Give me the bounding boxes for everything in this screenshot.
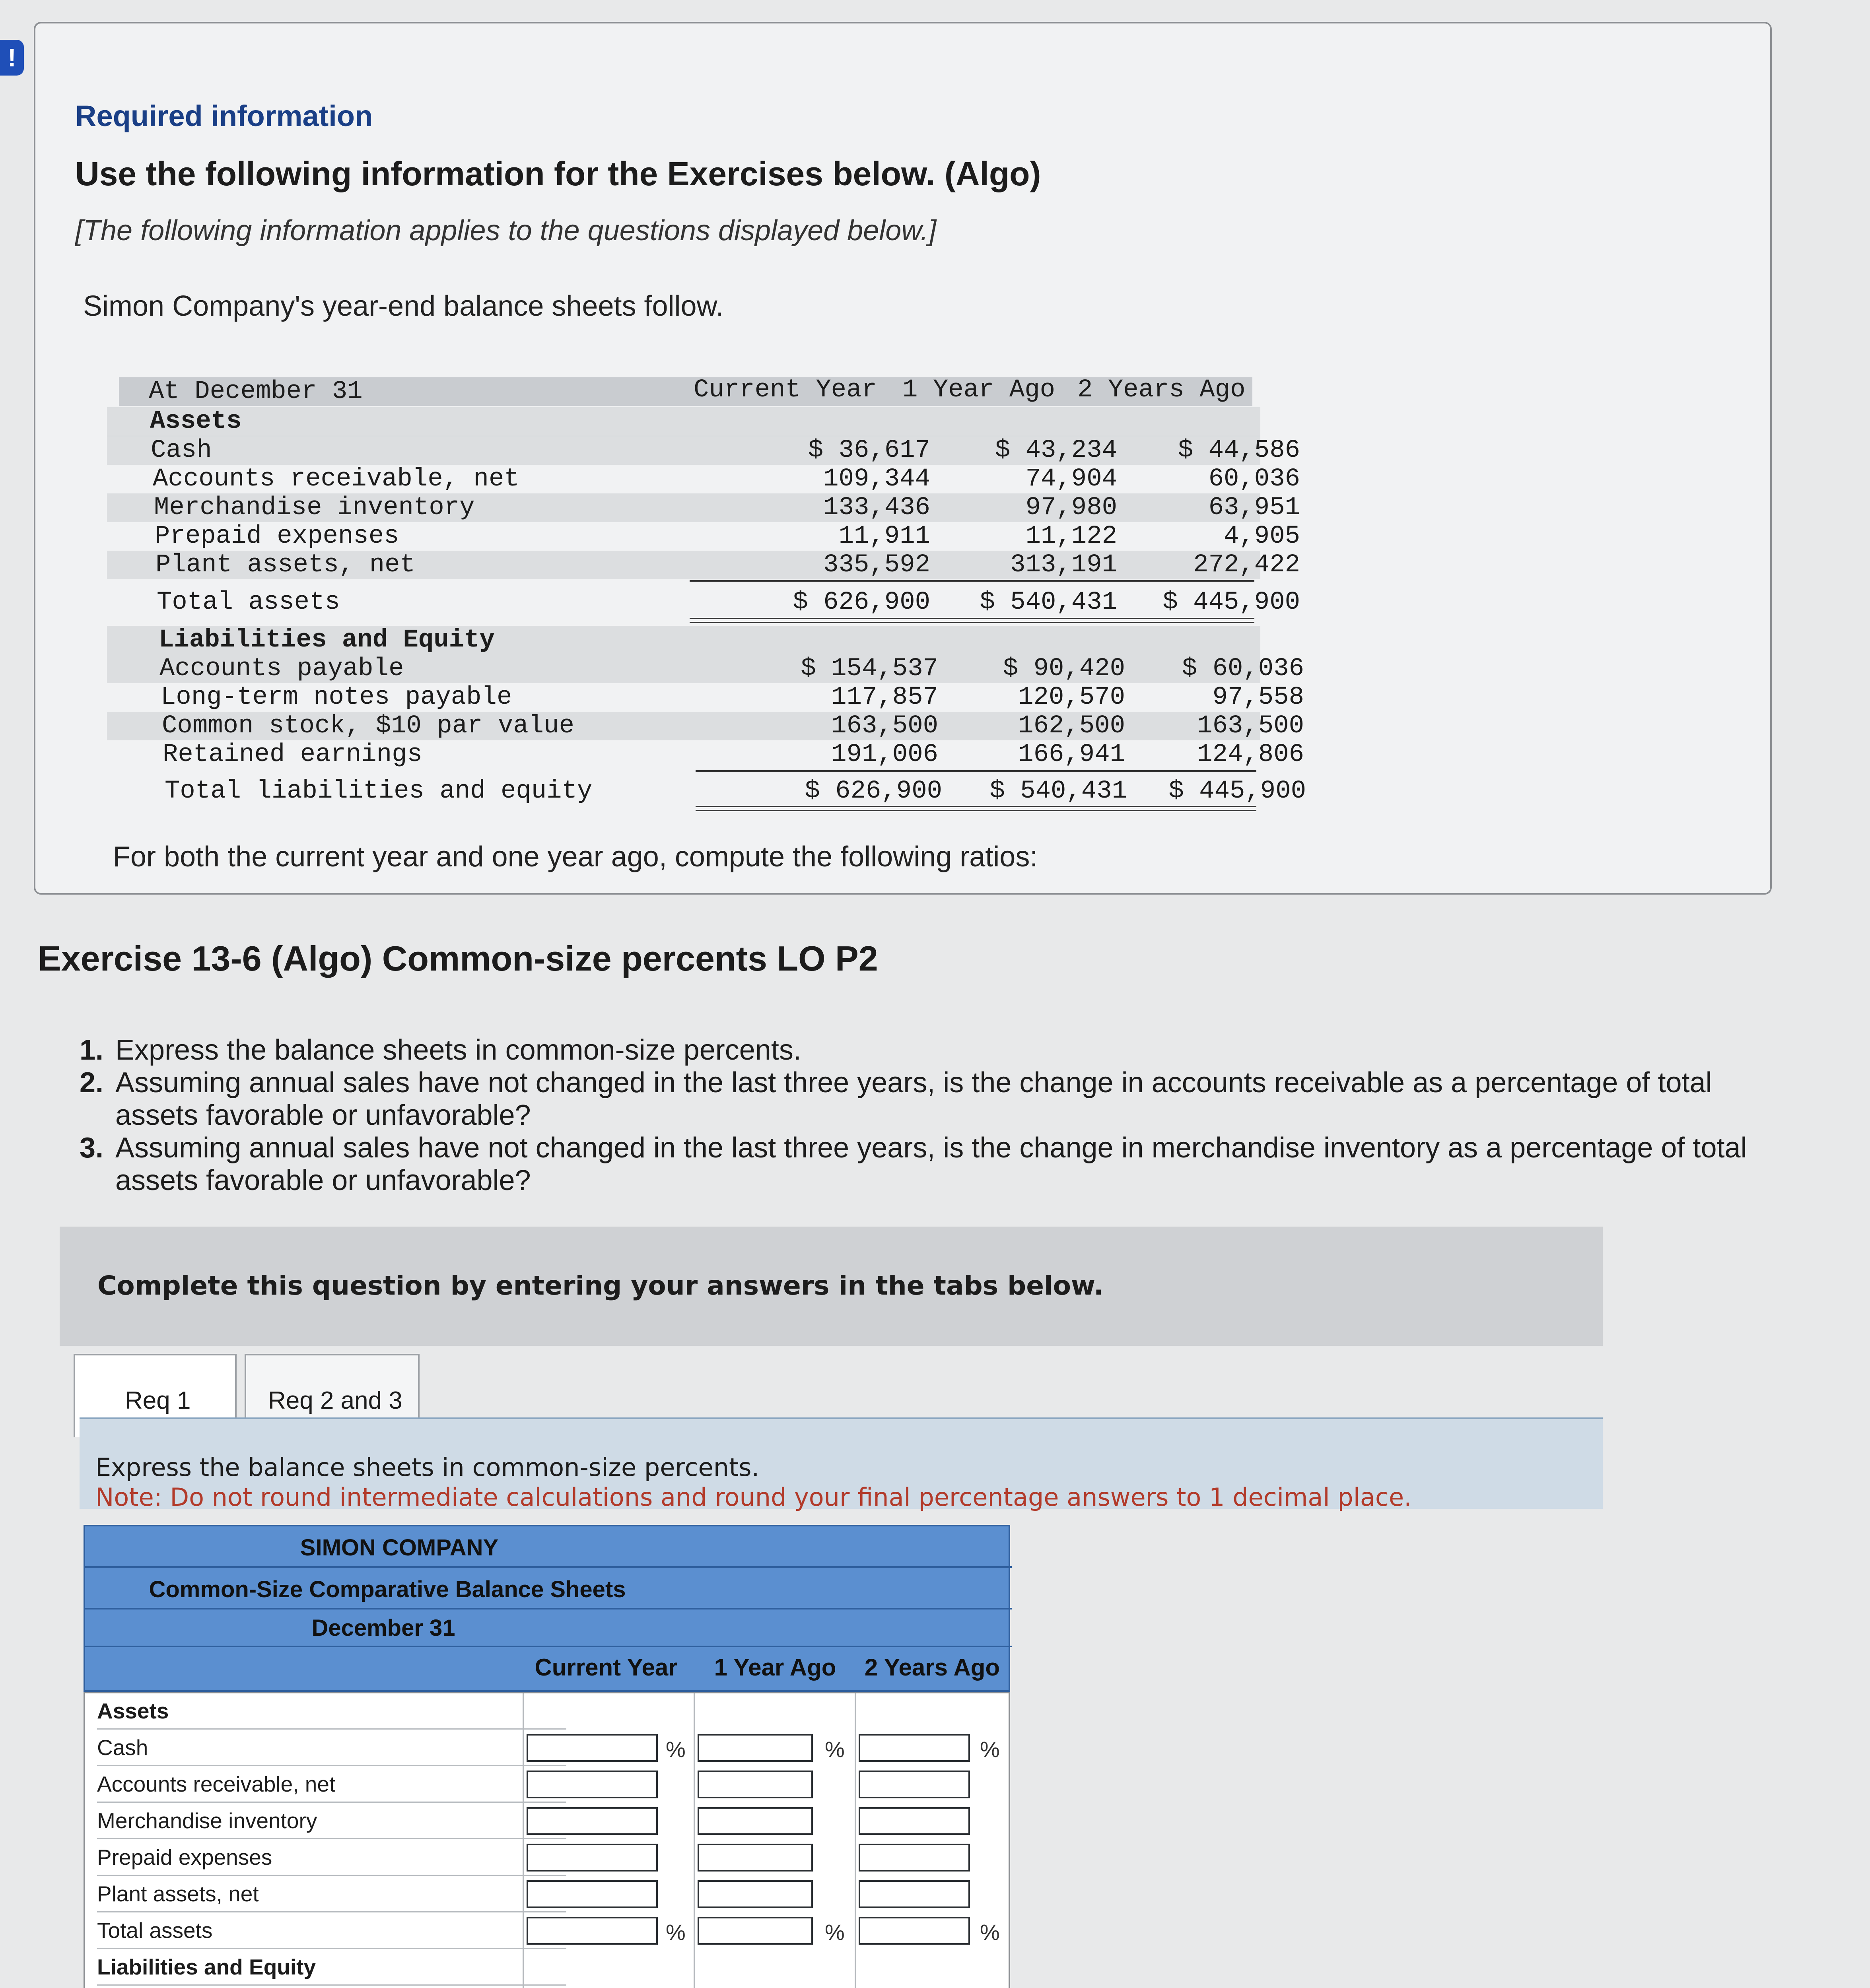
bs-row-common-stock xyxy=(107,712,1304,740)
percent-sign: % xyxy=(980,1920,1000,1945)
statement-title: Common-Size Comparative Balance Sheets xyxy=(149,1576,626,1602)
row-label-receivables: Accounts receivable, net xyxy=(97,1767,566,1803)
bs-assets-heading: Assets xyxy=(150,407,242,436)
input-prepaid-2-years[interactable] xyxy=(859,1844,970,1872)
row-label-inventory: Merchandise inventory xyxy=(97,1803,566,1839)
bs-value: 191,006 xyxy=(831,740,938,769)
bs-row-prepaid xyxy=(107,522,1300,551)
input-inventory-current[interactable] xyxy=(527,1807,658,1835)
info-applies-note: [The following information applies to the questions displayed below.] xyxy=(75,215,937,247)
question-item xyxy=(80,1132,1786,1197)
info-heading: Use the following information for the Exercises below. (Algo) xyxy=(75,155,1041,192)
bs-label: Long-term notes payable xyxy=(161,683,512,712)
instruction-text: Express the balance sheets in common-size percents. xyxy=(95,1453,760,1482)
bs-label: Total liabilities and equity xyxy=(165,777,593,806)
bs-value: $ 445,900 xyxy=(1168,777,1306,806)
input-inventory-1-year[interactable] xyxy=(698,1807,813,1835)
bs-value: $ 445,900 xyxy=(1162,588,1300,617)
input-cash-2-years[interactable] xyxy=(859,1734,970,1762)
complete-instruction-text: Complete this question by entering your answers in the tabs below. xyxy=(97,1270,1104,1301)
bs-header-current-year: Current Year xyxy=(694,376,877,404)
bs-value: 272,422 xyxy=(1193,551,1300,579)
input-receivables-2-years[interactable] xyxy=(859,1771,970,1798)
row-label-total-assets: Total assets xyxy=(97,1913,566,1949)
percent-sign: % xyxy=(825,1737,845,1762)
common-size-table xyxy=(84,1525,1010,1988)
bs-row-retained-earnings xyxy=(107,740,1304,769)
company-name: SIMON COMPANY xyxy=(300,1535,499,1561)
row-label-liabilities-equity: Liabilities and Equity xyxy=(97,1949,566,1986)
input-receivables-1-year[interactable] xyxy=(698,1771,813,1798)
bs-label: Accounts receivable, net xyxy=(153,465,519,493)
bs-row-total-assets xyxy=(107,588,1300,617)
bs-value: 11,911 xyxy=(838,522,930,551)
col-header-1-year-ago: 1 Year Ago xyxy=(714,1654,836,1681)
bs-value: 163,500 xyxy=(1197,712,1304,740)
percent-sign: % xyxy=(825,1920,845,1945)
question-text: Assuming annual sales have not changed in the last three years, is the change in merchandise inventory as a percentage of total assets favorable or unfavorable? xyxy=(115,1132,1747,1196)
input-cash-current[interactable] xyxy=(527,1734,658,1762)
row-label-plant: Plant assets, net xyxy=(97,1876,566,1912)
bs-value: 163,500 xyxy=(831,712,938,740)
bs-row-plant xyxy=(107,551,1300,579)
tab-label: Req 1 xyxy=(125,1387,191,1414)
bs-value: $ 90,420 xyxy=(1003,654,1125,683)
bs-value: 60,036 xyxy=(1208,465,1300,493)
bs-label: Prepaid expenses xyxy=(155,522,399,551)
question-item xyxy=(80,1066,1786,1132)
bs-label: Retained earnings xyxy=(163,740,422,769)
bs-row-accounts-payable xyxy=(107,654,1304,683)
required-info-title: Required information xyxy=(75,99,373,132)
complete-instruction-bar xyxy=(60,1227,1603,1346)
exercise-title: Exercise 13-6 (Algo) Common-size percents LO P2 xyxy=(38,939,878,978)
bs-value: 166,941 xyxy=(1018,740,1125,769)
question-item xyxy=(80,1034,1786,1066)
input-total-assets-1-year[interactable] xyxy=(698,1917,813,1945)
bs-label: Merchandise inventory xyxy=(154,493,475,522)
input-plant-2-years[interactable] xyxy=(859,1880,970,1908)
row-label-prepaid: Prepaid expenses xyxy=(97,1840,566,1876)
percent-sign: % xyxy=(666,1737,686,1762)
bs-value: 63,951 xyxy=(1208,493,1300,522)
required-information-panel xyxy=(34,22,1772,895)
bs-label: Plant assets, net xyxy=(156,551,415,579)
question-text: Express the balance sheets in common-size percents. xyxy=(115,1034,801,1066)
bs-value: 97,558 xyxy=(1212,683,1304,712)
question-number: 2. xyxy=(80,1067,104,1099)
input-cash-1-year[interactable] xyxy=(698,1734,813,1762)
instructions-panel xyxy=(80,1417,1603,1512)
row-label-assets: Assets xyxy=(97,1693,566,1730)
bs-row-inventory xyxy=(107,493,1300,522)
question-list xyxy=(80,1034,1786,1197)
alert-indicator: ! xyxy=(0,40,24,76)
bs-value: 133,436 xyxy=(823,493,930,522)
statement-date: December 31 xyxy=(311,1615,455,1641)
input-inventory-2-years[interactable] xyxy=(859,1807,970,1835)
bs-header-2-years-ago: 2 Years Ago xyxy=(1077,376,1246,404)
bs-value: 109,344 xyxy=(823,465,930,493)
bs-value: 313,191 xyxy=(1010,551,1117,579)
bs-value: $ 540,431 xyxy=(989,777,1127,806)
percent-sign: % xyxy=(980,1737,1000,1762)
bs-liabilities-heading: Liabilities and Equity xyxy=(159,626,495,654)
bs-value: 11,122 xyxy=(1025,522,1117,551)
question-number: 1. xyxy=(80,1034,104,1066)
bs-value: 74,904 xyxy=(1025,465,1117,493)
bs-value: 162,500 xyxy=(1018,712,1125,740)
row-label-accounts-payable xyxy=(97,1986,566,1988)
bs-value: 124,806 xyxy=(1197,740,1304,769)
bs-value: 97,980 xyxy=(1025,493,1117,522)
bs-label: Accounts payable xyxy=(159,654,404,683)
bs-value: $ 626,900 xyxy=(805,777,942,806)
question-text: Assuming annual sales have not changed in the last three years, is the change in accounts receivable as a percentage of total assets favorable or unfavorable? xyxy=(115,1067,1712,1131)
bs-value: $ 43,234 xyxy=(995,436,1117,465)
rounding-note: Note: Do not round intermediate calculations and round your final percentage answers to 1 decimal place. xyxy=(95,1483,1412,1512)
col-header-2-years-ago: 2 Years Ago xyxy=(864,1654,1000,1681)
col-header-current-year: Current Year xyxy=(535,1654,678,1681)
bs-value: 120,570 xyxy=(1018,683,1125,712)
bs-value: $ 540,431 xyxy=(980,588,1117,617)
row-label-cash: Cash xyxy=(97,1730,566,1766)
common-size-table-body xyxy=(84,1692,1010,1988)
bs-header-row xyxy=(107,377,1260,406)
bs-row-total-liabilities-equity xyxy=(107,777,1306,806)
bs-label: Total assets xyxy=(157,588,340,617)
bs-label: Cash xyxy=(151,436,212,465)
bs-row-notes-payable xyxy=(107,683,1304,712)
bs-value: $ 626,900 xyxy=(793,588,930,617)
bs-value: 117,857 xyxy=(831,683,938,712)
bs-row-cash xyxy=(107,436,1300,465)
percent-sign: % xyxy=(666,1920,686,1945)
input-total-assets-current[interactable] xyxy=(527,1917,658,1945)
bs-value: 4,905 xyxy=(1223,522,1300,551)
bs-value: 335,592 xyxy=(823,551,930,579)
tab-label: Req 2 and 3 xyxy=(268,1387,402,1414)
ratios-instruction: For both the current year and one year ago, compute the following ratios: xyxy=(113,841,1038,873)
input-prepaid-current[interactable] xyxy=(527,1844,658,1872)
bs-label: Common stock, $10 par value xyxy=(162,712,574,740)
bs-value: $ 36,617 xyxy=(808,436,930,465)
bs-header-label: At December 31 xyxy=(149,377,363,406)
input-prepaid-1-year[interactable] xyxy=(698,1844,813,1872)
input-plant-1-year[interactable] xyxy=(698,1880,813,1908)
bs-value: $ 44,586 xyxy=(1178,436,1300,465)
balance-sheet-intro: Simon Company's year-end balance sheets follow. xyxy=(83,290,724,322)
bs-header-1-year-ago: 1 Year Ago xyxy=(902,376,1056,404)
bs-row-receivables xyxy=(107,465,1300,493)
input-total-assets-2-years[interactable] xyxy=(859,1917,970,1945)
input-receivables-current[interactable] xyxy=(527,1771,658,1798)
common-size-table-header xyxy=(84,1525,1010,1692)
question-number: 3. xyxy=(80,1132,104,1164)
input-plant-current[interactable] xyxy=(527,1880,658,1908)
bs-value: $ 60,036 xyxy=(1182,654,1304,683)
bs-value: $ 154,537 xyxy=(801,654,938,683)
